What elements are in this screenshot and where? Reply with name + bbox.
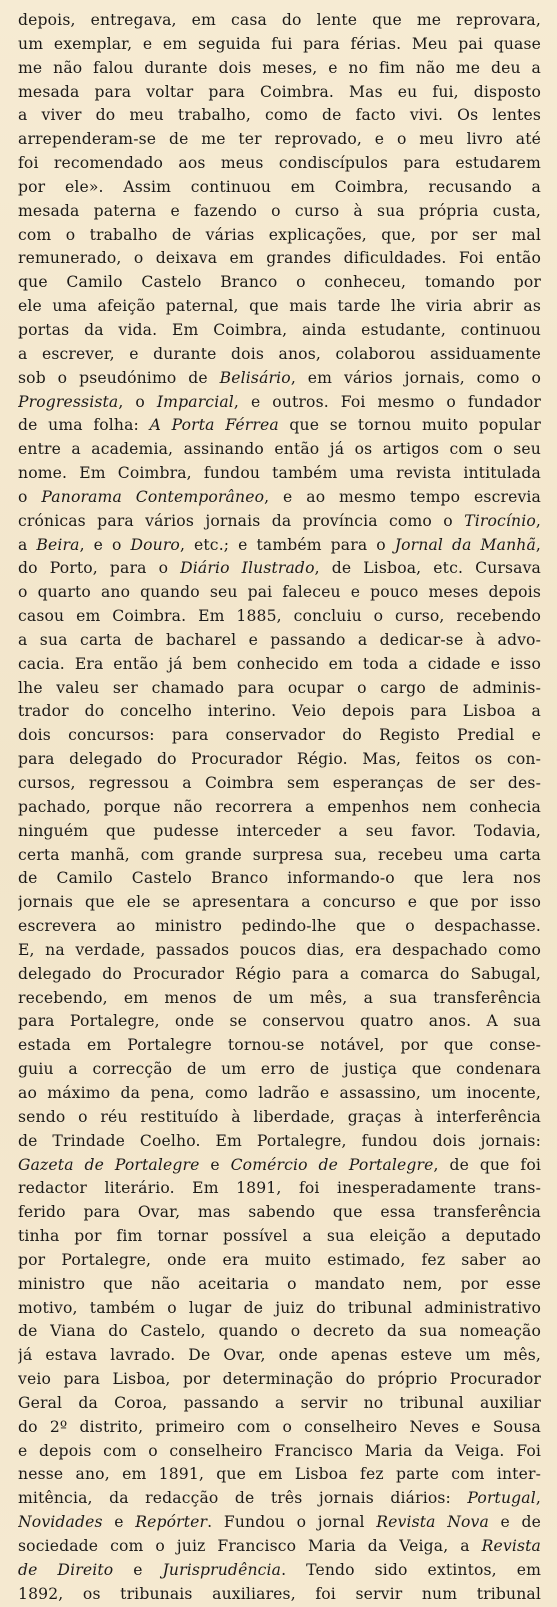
text-line: sendo o réu restituído à liberdade, graças à interferência (18, 1107, 541, 1126)
text-line: para delegado do Procurador Régio. Mas, feitos os con- (18, 750, 541, 769)
text-line: de Viana do Castelo, quando o decreto da sua nomeação (18, 1322, 541, 1341)
text-line: de uma folha: A Porta Férrea que se tornou muito popular (18, 416, 541, 435)
text-line: a viver do meu trabalho, como de facto vivi. Os lentes (18, 106, 541, 125)
text-line: mesada para voltar para Coimbra. Mas eu fui, disposto (18, 82, 541, 101)
text-line: a escrever, e durante dois anos, colaborou assiduamente (18, 344, 541, 363)
text-line: sociedade com o juiz Francisco Maria da Veiga, a Revista (18, 1537, 541, 1555)
text-line: um exemplar, e em seguida fui para férias. Meu pai quase (18, 34, 541, 53)
text-line: com o trabalho de várias explicações, que, por ser mal (18, 225, 541, 244)
text-line: E, na verdade, passados poucos dias, era despachado como (18, 940, 541, 959)
text-line: guiu a correcção de um erro de justiça que condenara (18, 1060, 541, 1079)
text-line: casou em Coimbra. Em 1885, concluiu o curso, recebendo (18, 607, 541, 626)
text-line: de Trindade Coelho. Em Portalegre, fundou dois jornais: (18, 1131, 541, 1150)
text-line: cursos, regressou a Coimbra sem esperanças de ser des- (18, 774, 541, 792)
text-line: nome. Em Coimbra, fundou também uma revista intitulada (18, 464, 541, 483)
text-line: de Direito e Jurisprudência. Tendo sido extintos, em (18, 1560, 541, 1579)
text-line: delegado do Procurador Régio para a comarca do Sabugal, (18, 964, 541, 983)
text-line: entre a academia, assinando então já os artigos com o seu (18, 440, 541, 459)
text-line: portas da vida. Em Coimbra, ainda estudante, continuou (18, 320, 541, 339)
text-line: tinha por fim tornar possível a sua eleição a deputado (18, 1227, 541, 1246)
text-line: certa manhã, com grande surpresa sua, recebeu uma carta (18, 845, 541, 864)
body-text (18, 9, 541, 1607)
text-line: cacia. Era então já bem conhecido em toda a cidade e isso (18, 654, 541, 673)
text-line: motivo, também o lugar de juiz do tribunal administrativo (18, 1298, 541, 1317)
text-line: pachado, porque não recorrera a empenhos nem conhecia (18, 797, 541, 816)
text-line: dois concursos: para conservador do Registo Predial e (18, 726, 541, 745)
text-line: remunerado, o deixava em grandes dificuldades. Foi então (18, 249, 541, 268)
text-line: o quarto ano quando seu pai faleceu e pouco meses depois (18, 583, 541, 602)
text-line: que Camilo Castelo Branco o conheceu, tomando por (18, 273, 541, 292)
text-line: ministro que não aceitaria o mandato nem, por esse (18, 1274, 541, 1293)
text-line: estada em Portalegre tornou-se notável, por que conse- (18, 1036, 541, 1055)
text-line: Progressista, o Imparcial, e outros. Foi mesmo o fundador (18, 392, 541, 411)
text-line: escrevera ao ministro pedindo-lhe que o despachasse. (18, 917, 541, 936)
text-line: trador do concelho interino. Veio depois para Lisboa a (18, 702, 541, 721)
text-line: já estava lavrado. De Ovar, onde apenas esteve um mês, (18, 1346, 541, 1365)
text-line: de Camilo Castelo Branco informando-o que lera nos (18, 869, 541, 888)
text-line: sob o pseudónimo de Belisário, em vários jornais, como o (18, 368, 541, 387)
text-line: nesse ano, em 1891, que em Lisboa fez parte com inter- (18, 1465, 541, 1484)
text-line: veio para Lisboa, por determinação do próprio Procurador (18, 1370, 541, 1389)
text-line: Gazeta de Portalegre e Comércio de Portalegre, de que foi (18, 1155, 541, 1174)
text-line: ele uma afeição paternal, que mais tarde lhe viria abrir as (18, 297, 541, 316)
text-line: me não falou durante dois meses, e no fim não me deu a (18, 58, 541, 77)
text-line: do 2º distrito, primeiro com o conselheiro Neves e Sousa (18, 1417, 541, 1436)
text-line: mitência, da redacção de três jornais diários: Portugal, (18, 1489, 541, 1508)
text-line: por Portalegre, onde era muito estimado, fez saber ao (18, 1250, 541, 1269)
text-line: por ele». Assim continuou em Coimbra, recusando a (18, 177, 541, 196)
text-line: do Porto, para o Diário Ilustrado, de Lisboa, etc. Cursava (18, 559, 541, 578)
text-line: e depois com o conselheiro Francisco Maria da Veiga. Foi (18, 1441, 541, 1460)
text-line: crónicas para vários jornais da província como o Tirocínio, (18, 511, 541, 530)
text-line: ferido para Ovar, mas sabendo que essa transferência (18, 1203, 541, 1222)
text-line: para Portalegre, onde se conservou quatro anos. A sua (18, 1012, 541, 1031)
text-line: ninguém que pudesse interceder a seu favor. Todavia, (18, 821, 541, 840)
text-line: foi recomendado aos meus condiscípulos para estudarem (18, 154, 541, 173)
text-line: redactor literário. Em 1891, foi inesperadamente trans- (18, 1179, 541, 1198)
text-line: Geral da Coroa, passando a servir no tribunal auxiliar (18, 1393, 541, 1412)
text-line: a sua carta de bacharel e passando a dedicar-se à advo- (18, 630, 541, 649)
text-line: Novidades e Repórter. Fundou o jornal Revista Nova e de (18, 1513, 541, 1532)
text-line: depois, entregava, em casa do lente que me reprovara, (18, 11, 541, 29)
text-line: a Beira, e o Douro, etc.; e também para o Jornal da Manhã, (18, 535, 541, 554)
text-line: o Panorama Contemporâneo, e ao mesmo tempo escrevia (18, 487, 541, 506)
text-line: jornais que ele se apresentara a concurso e que por isso (18, 893, 541, 912)
text-line: 1892, os tribunais auxiliares, foi servir num tribunal (18, 1584, 541, 1603)
text-line: mesada paterna e fazendo o curso à sua própria custa, (18, 201, 541, 220)
text-line: ao máximo da pena, como ladrão e assassino, um inocente, (18, 1083, 541, 1102)
text-line: arrependeram-se de me ter reprovado, e o meu livro até (18, 130, 541, 149)
text-line: lhe valeu ser chamado para ocupar o cargo de adminis- (18, 678, 541, 697)
text-line: recebendo, em menos de um mês, a sua transferência (18, 988, 541, 1007)
